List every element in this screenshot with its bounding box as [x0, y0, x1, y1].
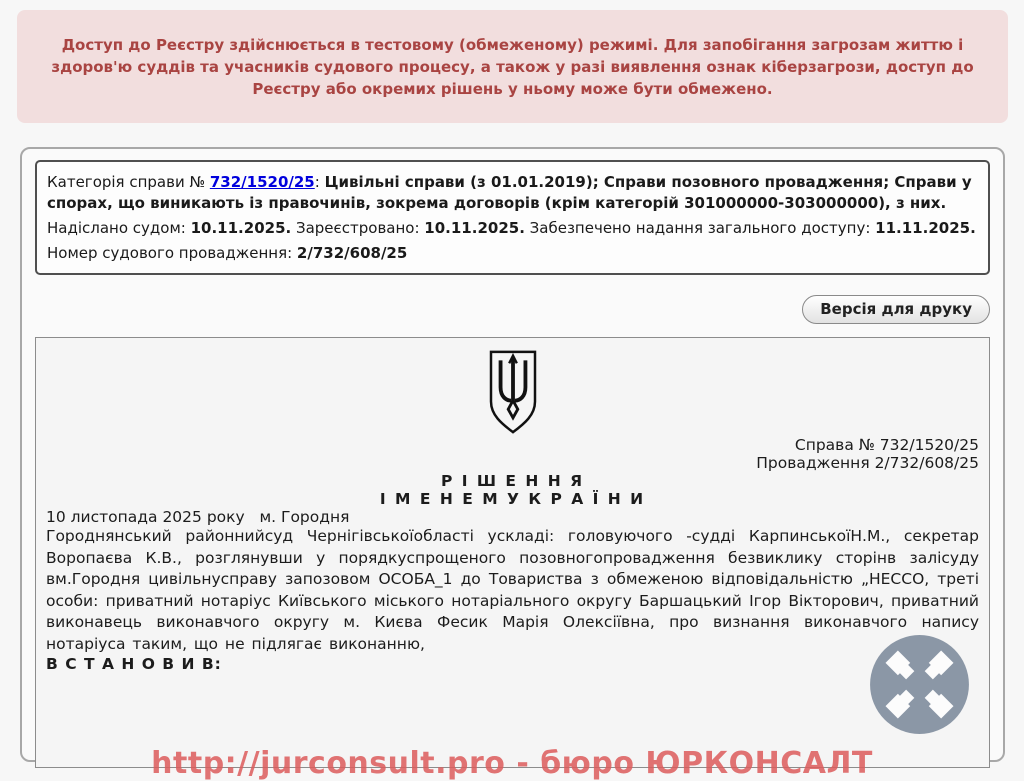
main-container — [20, 147, 1005, 762]
print-version-button[interactable]: Версія для друку — [802, 295, 990, 324]
toolbar-row — [35, 295, 990, 324]
case-category-line: Категорія справи № 732/1520/25: Цивільні справи (з 01.01.2019); Справи позовного провадження; Справи у спорах, що виникають із правочинів, зокрема договорів (крім категорій 301000000-303000000), з них. — [47, 173, 972, 212]
jurconsult-url-watermark: http://jurconsult.pro - бюро ЮРКОНСАЛТ — [151, 746, 873, 781]
date-place-line: 10 листопада 2025 року м. Городня — [46, 508, 350, 526]
case-dates-line: Надіслано судом: 10.11.2025. Зареєстровано: 10.11.2025. Забезпечено надання загального доступу: 11.11.2025. — [47, 219, 976, 237]
doc-case-number-line: Справа № 732/1520/25 — [794, 436, 979, 454]
proceeding-number-line: Номер судового провадження: 2/732/608/25 — [47, 244, 408, 262]
in-name-of-ukraine-title: І М Е Н Е М У К Р А Ї Н И — [379, 490, 646, 508]
case-info-box — [35, 160, 990, 275]
doc-proceeding-line: Провадження 2/732/608/25 — [756, 454, 979, 472]
court-decision-document — [35, 337, 990, 768]
decision-body-paragraph: Городнянський районнийсуд Чернігівськоїобласті ускладі: головуючого -судді КарпинськоїН.М., секретар Воропаєва К.В., розглянувши у порядкуспрощеного позовногопровадження безвиклику сторінв залісуду вм.Городня цивільнусправу запозовом ОСОБА_1 до Товариства з обмеженою відповідальністю „НЕССО, треті особи: приватний нотаріус Київського міського нотаріального округу Баршацький Ігор Вікторович, приватний виконавець виконавчого округу м. Києва Фесик Марія Олексіївна, про визнання виконавчого напису нотаріуса таким, що не підлягає виконанню, — [46, 527, 979, 653]
ukraine-trident-emblem-icon — [484, 348, 542, 436]
established-heading: В С Т А Н О В И В: — [46, 655, 222, 673]
test-mode-alert-banner — [17, 10, 1008, 123]
decision-title: Р І Ш Е Н Н Я — [440, 472, 585, 490]
test-mode-alert-text: Доступ до Реєстру здійснюється в тестовому (обмеженому) режимі. Для запобігання загрозам життю і здоров'ю суддів та учасників судового процесу, а також у разі виявлення ознак кіберзагрози, доступ до Реєстру або окремих рішень у ньому може бути обмежено. — [51, 35, 974, 98]
case-number-link[interactable]: 732/1520/25 — [209, 173, 315, 191]
